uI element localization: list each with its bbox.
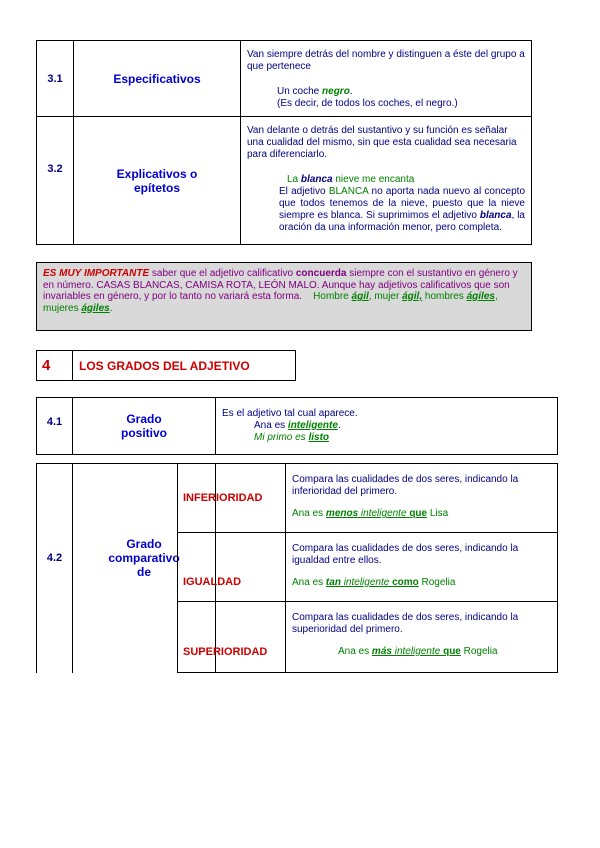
important-text: siempre con el sustantivo en género y en número. CASAS BLANCAS, CAMISA ROTA, LEÓN MALO. Aunque hay adjetivos calificativos que son invariables en género, y por lo tanto no variará esta forma. bbox=[43, 268, 518, 302]
comparison-description bbox=[285, 532, 558, 602]
example-text: Mi primo es bbox=[254, 432, 309, 443]
description-text: Compara las cualidades de dos seres, indicando la igualdad entre ellos. bbox=[292, 543, 519, 566]
example-adjective: inteligente bbox=[358, 508, 410, 519]
example-text: , mujeres bbox=[43, 291, 498, 314]
comparison-word: más bbox=[371, 646, 392, 657]
example-text: La bbox=[287, 174, 301, 185]
row-description bbox=[215, 397, 558, 455]
row-number: 4.1 bbox=[36, 397, 73, 455]
row-label-text: Grado comparativo de bbox=[108, 537, 180, 579]
section-number: 4 bbox=[36, 350, 73, 381]
example-text: Ana es bbox=[292, 508, 326, 519]
comparison-word: como bbox=[392, 577, 419, 588]
row-label: Especificativos bbox=[73, 40, 241, 117]
example-text: Lisa bbox=[427, 508, 449, 519]
row-label: Explicativos o epítetos bbox=[73, 116, 241, 245]
row-number: 3.2 bbox=[36, 116, 74, 245]
example-adjective: ágiles bbox=[466, 291, 495, 302]
row-number: 3.1 bbox=[36, 40, 74, 117]
description-text: Es el adjetivo tal cual aparece. bbox=[222, 408, 358, 419]
row-number bbox=[36, 463, 73, 673]
example-text: nieve me encanta bbox=[332, 174, 415, 185]
example-text: Rogelia bbox=[418, 577, 456, 588]
example-adjective: inteligente bbox=[391, 646, 444, 657]
comparison-description bbox=[285, 463, 558, 533]
example-text: Un coche bbox=[277, 86, 323, 97]
important-note-text bbox=[43, 268, 525, 314]
row-number-text: 4.2 bbox=[46, 552, 63, 564]
example-text: Ana es bbox=[254, 420, 288, 431]
example-line bbox=[292, 508, 551, 520]
comparison-type: IGUALDAD bbox=[177, 532, 286, 602]
explanation-text bbox=[247, 186, 525, 234]
example-text: hombres bbox=[422, 291, 467, 302]
row-description bbox=[240, 116, 532, 245]
comparison-type: INFERIORIDAD bbox=[177, 463, 286, 533]
description-text: Compara las cualidades de dos seres, indicando la inferioridad del primero. bbox=[292, 474, 519, 497]
description-text: Van delante o detrás del sustantivo y su función es señalar una cualidad del mismo, sin que esta cualidad sea necesaria para diferenciarlo. bbox=[247, 125, 517, 160]
example-text: . bbox=[337, 420, 341, 431]
section-heading bbox=[36, 350, 296, 381]
example-text: . bbox=[109, 302, 113, 314]
section-title: LOS GRADOS DEL ADJETIVO bbox=[72, 350, 296, 381]
example-line bbox=[292, 577, 551, 589]
example-adjective: ágil bbox=[351, 291, 369, 302]
example-line bbox=[247, 86, 527, 98]
example-note: (Es decir, de todos los coches, el negro.) bbox=[277, 98, 458, 109]
example-text: , mujer bbox=[368, 291, 403, 302]
example-text: Hombre bbox=[313, 291, 352, 302]
important-lead: ES MUY IMPORTANTE bbox=[43, 268, 150, 279]
important-note-box bbox=[36, 262, 532, 331]
adjective-types-table bbox=[36, 40, 532, 245]
example-adjective: blanca bbox=[300, 174, 333, 185]
description-text: Van siempre detrás del nombre y distinguen a éste del grupo a que pertenece bbox=[247, 49, 525, 72]
comparison-word: menos bbox=[325, 508, 359, 519]
explanation-word: BLANCA bbox=[328, 186, 369, 197]
explanation-word: blanca bbox=[479, 210, 512, 221]
example-text: . bbox=[349, 86, 353, 97]
grado-comparativo-table bbox=[36, 463, 558, 673]
row-description bbox=[240, 40, 532, 117]
example-line bbox=[247, 174, 525, 186]
example-line bbox=[222, 420, 551, 432]
description-text: Compara las cualidades de dos seres, indicando la superioridad del primero. bbox=[292, 612, 519, 635]
example-adjective: listo bbox=[308, 432, 330, 443]
important-text: saber que el adjetivo calificativo bbox=[149, 268, 296, 279]
example-adjective: inteligente bbox=[287, 420, 338, 431]
row-label: Grado positivo bbox=[72, 397, 216, 455]
grado-positivo-table bbox=[36, 397, 558, 455]
example-adjective: inteligente bbox=[340, 577, 393, 588]
example-adjective: ágil, bbox=[402, 291, 423, 302]
comparison-word: que bbox=[443, 646, 461, 657]
explanation-part: El adjetivo bbox=[279, 186, 329, 197]
example-text: Ana es bbox=[292, 577, 326, 588]
example-line bbox=[222, 432, 551, 444]
comparison-word: tan bbox=[325, 577, 341, 588]
example-adjective: negro bbox=[322, 86, 350, 97]
explanation-part: , la oración da una información menor, pero completa. bbox=[279, 210, 525, 233]
comparison-description bbox=[285, 601, 558, 673]
example-text: Rogelia bbox=[460, 646, 498, 657]
example-adjective: ágiles bbox=[81, 302, 110, 314]
explanation-part: no aporta nada nuevo al concepto que todos tenemos de la nieve, puesto que la nieve siempre es blanca. Si suprimimos el adjetivo bbox=[279, 186, 526, 221]
example-text: Ana es bbox=[338, 646, 372, 657]
comparison-type: SUPERIORIDAD bbox=[177, 601, 286, 673]
important-keyword: concuerda bbox=[295, 268, 347, 279]
example-line bbox=[292, 646, 551, 658]
comparison-word: que bbox=[409, 508, 428, 519]
